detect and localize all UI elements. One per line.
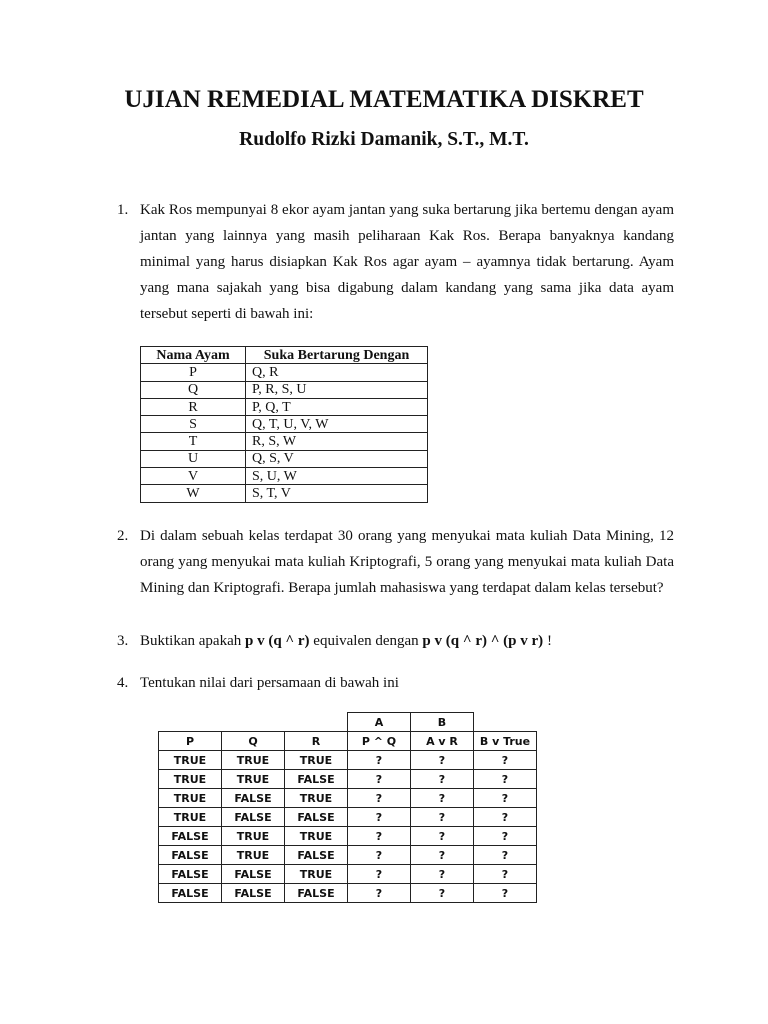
truth-value-cell: TRUE <box>222 751 285 770</box>
question-number: 4. <box>117 675 129 691</box>
truth-table <box>158 712 537 903</box>
table-row <box>141 433 428 450</box>
table-row <box>159 865 537 884</box>
table-row <box>159 808 537 827</box>
question-number: 3. <box>117 633 129 649</box>
chicken-name-cell: U <box>141 450 246 467</box>
fights-with-cell: P, R, S, U <box>246 381 428 398</box>
header-cell: Nama Ayam <box>141 347 246 364</box>
truth-value-cell: ? <box>474 751 537 770</box>
table-row <box>141 364 428 381</box>
truth-value-cell: ? <box>474 789 537 808</box>
truth-value-cell: TRUE <box>159 789 222 808</box>
truth-value-cell: ? <box>348 789 411 808</box>
label-row <box>159 713 537 732</box>
truth-value-cell: ? <box>474 827 537 846</box>
fights-with-cell: R, S, W <box>246 433 428 450</box>
truth-value-cell: ? <box>348 865 411 884</box>
question-2 <box>117 523 674 601</box>
header-cell: Suka Bertarung Dengan <box>246 347 428 364</box>
fights-with-cell: Q, S, V <box>246 450 428 467</box>
truth-value-cell: FALSE <box>159 865 222 884</box>
truth-value-cell: ? <box>348 751 411 770</box>
text: Buktikan apakah <box>140 633 245 649</box>
header-cell: B v True <box>474 732 537 751</box>
header-cell: P ^ Q <box>348 732 411 751</box>
truth-value-cell: TRUE <box>222 827 285 846</box>
chicken-name-cell: T <box>141 433 246 450</box>
text: ! <box>543 633 552 649</box>
truth-value-cell: ? <box>474 808 537 827</box>
truth-value-cell: ? <box>348 770 411 789</box>
table-header-row <box>159 732 537 751</box>
truth-value-cell: ? <box>411 846 474 865</box>
fights-with-cell: P, Q, T <box>246 398 428 415</box>
table-row <box>159 827 537 846</box>
truth-value-cell: TRUE <box>222 846 285 865</box>
fights-with-cell: Q, T, U, V, W <box>246 416 428 433</box>
fights-with-cell: S, T, V <box>246 485 428 502</box>
truth-value-cell: FALSE <box>159 884 222 903</box>
truth-value-cell: ? <box>348 884 411 903</box>
truth-value-cell: TRUE <box>285 865 348 884</box>
table-row <box>141 450 428 467</box>
chicken-name-cell: P <box>141 364 246 381</box>
fights-with-cell: S, U, W <box>246 468 428 485</box>
truth-value-cell: FALSE <box>159 846 222 865</box>
chicken-name-cell: W <box>141 485 246 502</box>
truth-value-cell: ? <box>411 865 474 884</box>
chicken-name-cell: S <box>141 416 246 433</box>
table-row <box>159 846 537 865</box>
question-text: Di dalam sebuah kelas terdapat 30 orang yang menyukai mata kuliah Data Mining, 12 orang yang menyukai mata kuliah Kriptografi, 5 orang yang menyukai mata kuliah Data Mining dan Kriptografi. Berapa jumlah mahasiswa yang terdapat dalam kelas tersebut? <box>140 528 674 596</box>
truth-value-cell: TRUE <box>285 751 348 770</box>
truth-value-cell: TRUE <box>285 827 348 846</box>
truth-value-cell: TRUE <box>222 770 285 789</box>
truth-value-cell: ? <box>474 884 537 903</box>
truth-value-cell: ? <box>411 770 474 789</box>
truth-value-cell: ? <box>474 770 537 789</box>
truth-value-cell: FALSE <box>285 846 348 865</box>
header-cell: Q <box>222 732 285 751</box>
truth-value-cell: ? <box>411 827 474 846</box>
truth-value-cell: TRUE <box>159 751 222 770</box>
fights-with-cell: Q, R <box>246 364 428 381</box>
truth-value-cell: ? <box>411 884 474 903</box>
truth-value-cell: FALSE <box>222 884 285 903</box>
truth-value-cell: ? <box>474 865 537 884</box>
chicken-fight-table <box>140 346 428 503</box>
expression-1: p v (q ^ r) <box>244 633 310 649</box>
header-cell: P <box>159 732 222 751</box>
author-name: Rudolfo Rizki Damanik, S.T., M.T. <box>239 129 529 150</box>
truth-value-cell: ? <box>411 808 474 827</box>
chicken-name-cell: Q <box>141 381 246 398</box>
question-3 <box>117 628 674 654</box>
label-cell: B <box>411 713 474 732</box>
table-row <box>159 789 537 808</box>
text: equivalen dengan <box>309 633 423 649</box>
question-1 <box>117 197 674 327</box>
question-text: Tentukan nilai dari persamaan di bawah ini <box>140 675 399 691</box>
truth-value-cell: TRUE <box>285 789 348 808</box>
label-cell: A <box>348 713 411 732</box>
truth-value-cell: FALSE <box>285 884 348 903</box>
truth-value-cell: FALSE <box>285 808 348 827</box>
table-header-row <box>141 347 428 364</box>
truth-value-cell: ? <box>411 789 474 808</box>
question-number: 1. <box>117 202 129 218</box>
table-row <box>141 381 428 398</box>
truth-value-cell: FALSE <box>285 770 348 789</box>
truth-value-cell: ? <box>348 846 411 865</box>
truth-value-cell: FALSE <box>222 808 285 827</box>
table-row <box>159 751 537 770</box>
table-row <box>159 770 537 789</box>
table-row <box>159 884 537 903</box>
chicken-name-cell: R <box>141 398 246 415</box>
truth-value-cell: ? <box>348 827 411 846</box>
document-title: UJIAN REMEDIAL MATEMATIKA DISKRET <box>124 86 644 113</box>
truth-value-cell: ? <box>474 846 537 865</box>
truth-value-cell: TRUE <box>159 770 222 789</box>
header-cell: A v R <box>411 732 474 751</box>
question-4 <box>117 670 674 696</box>
question-text <box>140 628 674 654</box>
table-row <box>141 416 428 433</box>
truth-value-cell: FALSE <box>222 789 285 808</box>
truth-value-cell: FALSE <box>222 865 285 884</box>
table-row <box>141 485 428 502</box>
truth-value-cell: TRUE <box>159 808 222 827</box>
truth-value-cell: ? <box>348 808 411 827</box>
chicken-name-cell: V <box>141 468 246 485</box>
question-number: 2. <box>117 528 129 544</box>
table-row <box>141 468 428 485</box>
expression-2: p v (q ^ r) ^ (p v r) <box>422 633 544 649</box>
truth-value-cell: ? <box>411 751 474 770</box>
question-text: Kak Ros mempunyai 8 ekor ayam jantan yang suka bertarung jika bertemu dengan ayam jantan yang lainnya yang masih peliharaan Kak Ros. Berapa banyaknya kandang minimal yang harus disiapkan Kak Ros agar ayam – ayamnya tidak bertarung. Ayam yang mana sajakah yang bisa digabung dalam kandang yang sama jika data ayam tersebut seperti di bawah ini: <box>140 202 674 322</box>
header-cell: R <box>285 732 348 751</box>
truth-value-cell: FALSE <box>159 827 222 846</box>
table-row <box>141 398 428 415</box>
